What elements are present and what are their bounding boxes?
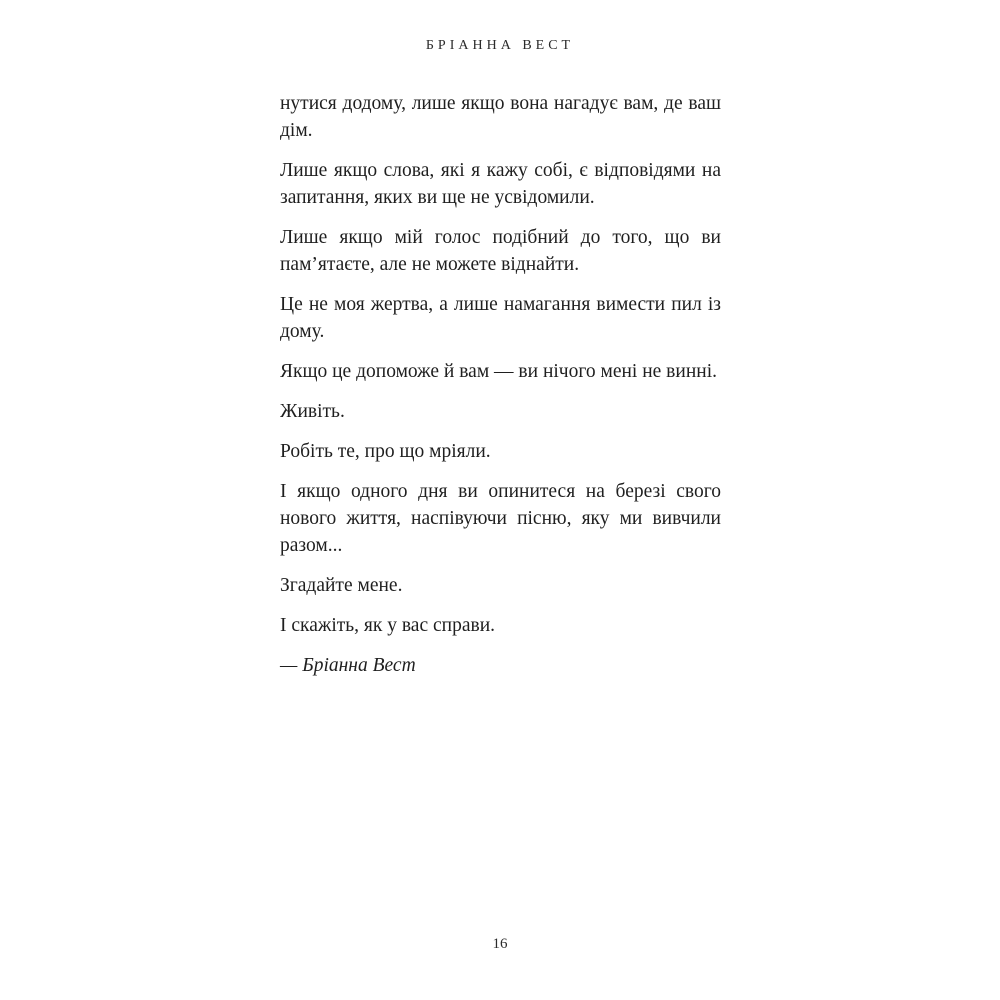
paragraph-10: І скажіть, як у вас справи. — [280, 615, 496, 636]
paragraph-7: Робіть те, про що мріяли. — [280, 441, 491, 462]
paragraph-5: Якщо це допоможе й вам — ви нічого мені не винні. — [280, 361, 717, 382]
paragraph-1: нутися додому, лише якщо вона нагадує вам, де ваш дім. — [280, 93, 721, 141]
running-head: БРІАННА ВЕСТ — [425, 38, 575, 53]
paragraph-2: Лише якщо слова, які я кажу собі, є відповідями на запитання, яких ви ще не усвідомили. — [280, 160, 721, 208]
paragraph-9: Згадайте мене. — [280, 575, 403, 596]
paragraph-3: Лише якщо мій голос подібний до того, що ви пам’ятаєте, але не можете віднайти. — [280, 227, 721, 275]
paragraph-6: Живіть. — [280, 401, 345, 422]
page-number: 16 — [492, 936, 508, 952]
paragraph-8: І якщо одного дня ви опинитеся на березі свого нового життя, наспівуючи пісню, яку ми вивчили разом... — [280, 481, 721, 556]
paragraph-4: Це не моя жертва, а лише намагання вимести пил із дому. — [280, 294, 721, 342]
author-signature: — Бріанна Вест — [280, 655, 416, 676]
text-block — [280, 90, 721, 692]
